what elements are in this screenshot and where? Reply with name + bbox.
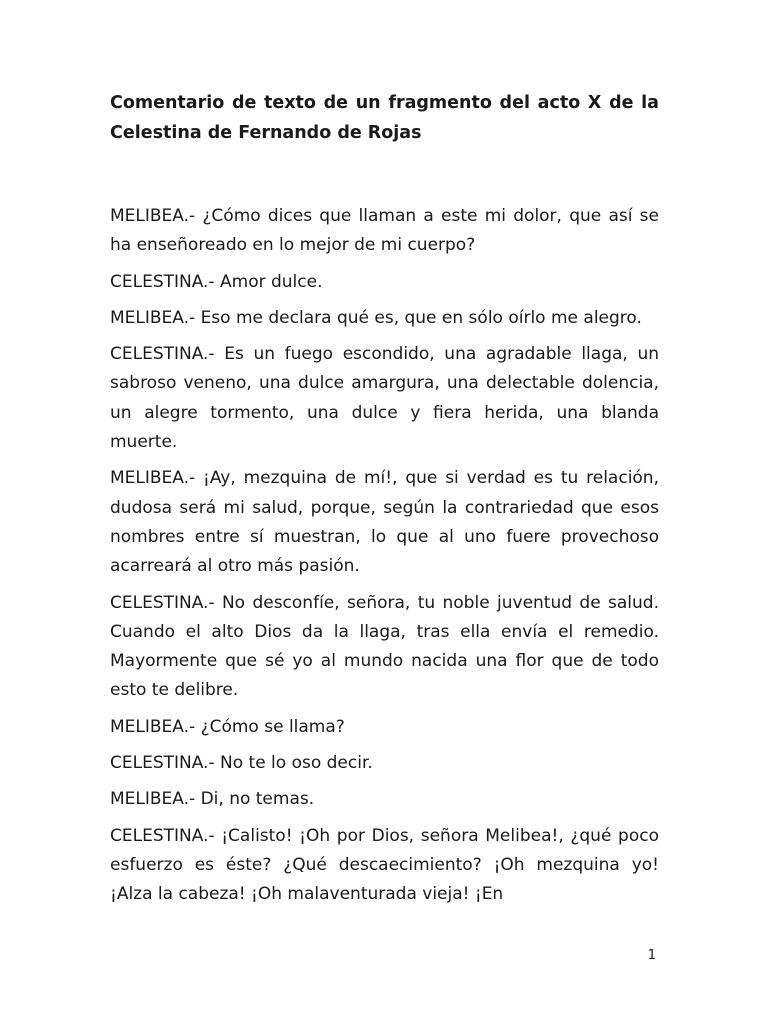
paragraph-4: CELESTINA.- Es un fuego escondido, una agradable llaga, un sabroso veneno, una dulce amargura, una delectable dolencia, un alegre tormento, una dulce y fiera herida, una blanda muerte. [110, 344, 659, 453]
paragraph-1: MELIBEA.- ¿Cómo dices que llaman a este mi dolor, que así se ha enseñoreado en lo mejor de mi cuerpo? [110, 206, 659, 256]
document-title: Comentario de texto de un fragmento del acto X de la Celestina de Fernando de Rojas [110, 93, 659, 143]
paragraph-8: CELESTINA.- No te lo oso decir. [110, 753, 373, 774]
paragraph-5: MELIBEA.- ¡Ay, mezquina de mí!, que si verdad es tu relación, dudosa será mi salud, porque, según la contrariedad que esos nombres entre sí muestran, lo que al uno fuere provechoso acarreará al otro más pasión. [110, 468, 659, 577]
document-page [110, 88, 659, 917]
paragraph-10: CELESTINA.- ¡Calisto! ¡Oh por Dios, señora Melibea!, ¿qué poco esfuerzo es éste? ¿Qué descaecimiento? ¡Oh mezquina yo! ¡Alza la cabeza! ¡Oh malaventurada vieja! ¡En [110, 825, 659, 905]
paragraph-3: MELIBEA.- Eso me declara qué es, que en sólo oírlo me alegro. [110, 307, 642, 328]
paragraph-7: MELIBEA.- ¿Cómo se llama? [110, 716, 345, 737]
paragraph-6: CELESTINA.- No desconfíe, señora, tu noble juventud de salud. Cuando el alto Dios da la llaga, tras ella envía el remedio. Mayormente que sé yo al mundo nacida una flor que de todo esto te delibre. [110, 592, 659, 701]
paragraph-2: CELESTINA.- Amor dulce. [110, 271, 323, 292]
paragraph-9: MELIBEA.- Di, no temas. [110, 789, 315, 810]
page-number: 1 [647, 948, 656, 963]
